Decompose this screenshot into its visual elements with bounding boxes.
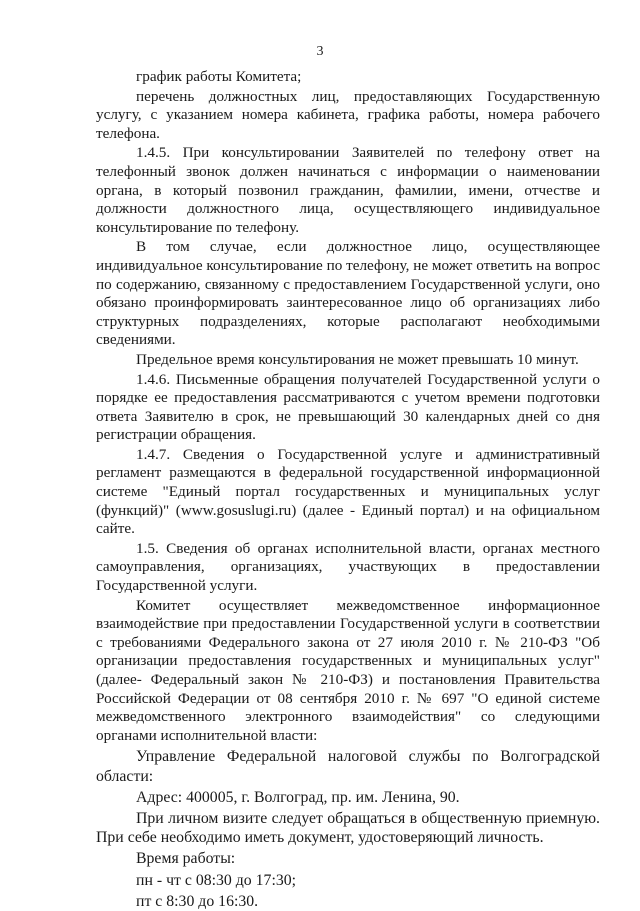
paragraph-visit: При личном визите следует обращаться в общественную приемную. При себе необходимо иметь документ, удостоверяющий личность. bbox=[96, 809, 600, 847]
paragraph-1-5: 1.5. Сведения об органах исполнительной власти, органах местного самоуправления, организациях, участвующих в предоставлении Государственной услуги. bbox=[96, 539, 600, 595]
paragraph-time-limit: Предельное время консультирования не может превышать 10 минут. bbox=[136, 350, 579, 368]
paragraph-unable-to-answer: В том случае, если должностное лицо, осуществляющее индивидуальное консультирование по телефону, не может ответить на вопрос по содержанию, связанному с предоставлением Государственной услуги, оно обязано проинформировать заинтересованное лицо об организациях либо структурных подразделениях, которые располагают необходимыми сведениями. bbox=[96, 238, 600, 349]
paragraph-1-4-7: 1.4.7. Сведения о Государственной услуге и административный регламент размещаются в федеральной государственной информационной системе "Единый портал государственных и муниципальных услуг (функций)" (www.gosuslugi.ru) (далее - Единый портал) и на официальном сайте. bbox=[96, 445, 600, 538]
paragraph-hours-title: Время работы: bbox=[136, 850, 236, 868]
paragraph-hours-mon-thu: пн - чт с 08:30 до 17:30; bbox=[136, 871, 297, 889]
paragraph-officials-list: перечень должностных лиц, предоставляющих Государственную услугу, с указанием номера кабинета, графика работы, номера рабочего телефона. bbox=[96, 87, 600, 142]
paragraph-address: Адрес: 400005, г. Волгоград, пр. им. Ленина, 90. bbox=[136, 788, 460, 806]
paragraph-schedule: график работы Комитета; bbox=[136, 68, 302, 85]
paragraph-1-4-6: 1.4.6. Письменные обращения получателей Государственной услуги о порядке ее предоставления рассматриваются с учетом времени подготовки ответа Заявителю в срок, не превышающий 30 календарных дней со дня регистрации обращения. bbox=[96, 370, 600, 444]
paragraph-hours-fri: пт с 8:30 до 16:30. bbox=[136, 892, 259, 910]
page-number: 3 bbox=[316, 44, 324, 59]
document-body bbox=[96, 68, 600, 911]
paragraph-tax-service: Управление Федеральной налоговой службы по Волгоградской области: bbox=[96, 748, 600, 785]
paragraph-interagency: Комитет осуществляет межведомственное информационное взаимодействие при предоставлении Государственной услуги в соответствии с требованиями Федерального закона от 27 июля 2010 г. № 210-ФЗ "Об организации предоставления государственных и муниципальных услуг" (далее- Федеральный закон № 210-ФЗ) и постановления Правительства Российской Федерации от 08 сентября 2010 г. № 697 "О единой системе межведомственного электронного взаимодействия" со следующими органами исполнительной власти: bbox=[96, 596, 600, 744]
paragraph-1-4-5: 1.4.5. При консультировании Заявителей по телефону ответ на телефонный звонок должен начинаться с информации о наименовании органа, в который позвонил гражданин, фамилии, имени, отчестве и должности должностного лица, осуществляющего индивидуальное консультирование по телефону. bbox=[96, 144, 600, 236]
